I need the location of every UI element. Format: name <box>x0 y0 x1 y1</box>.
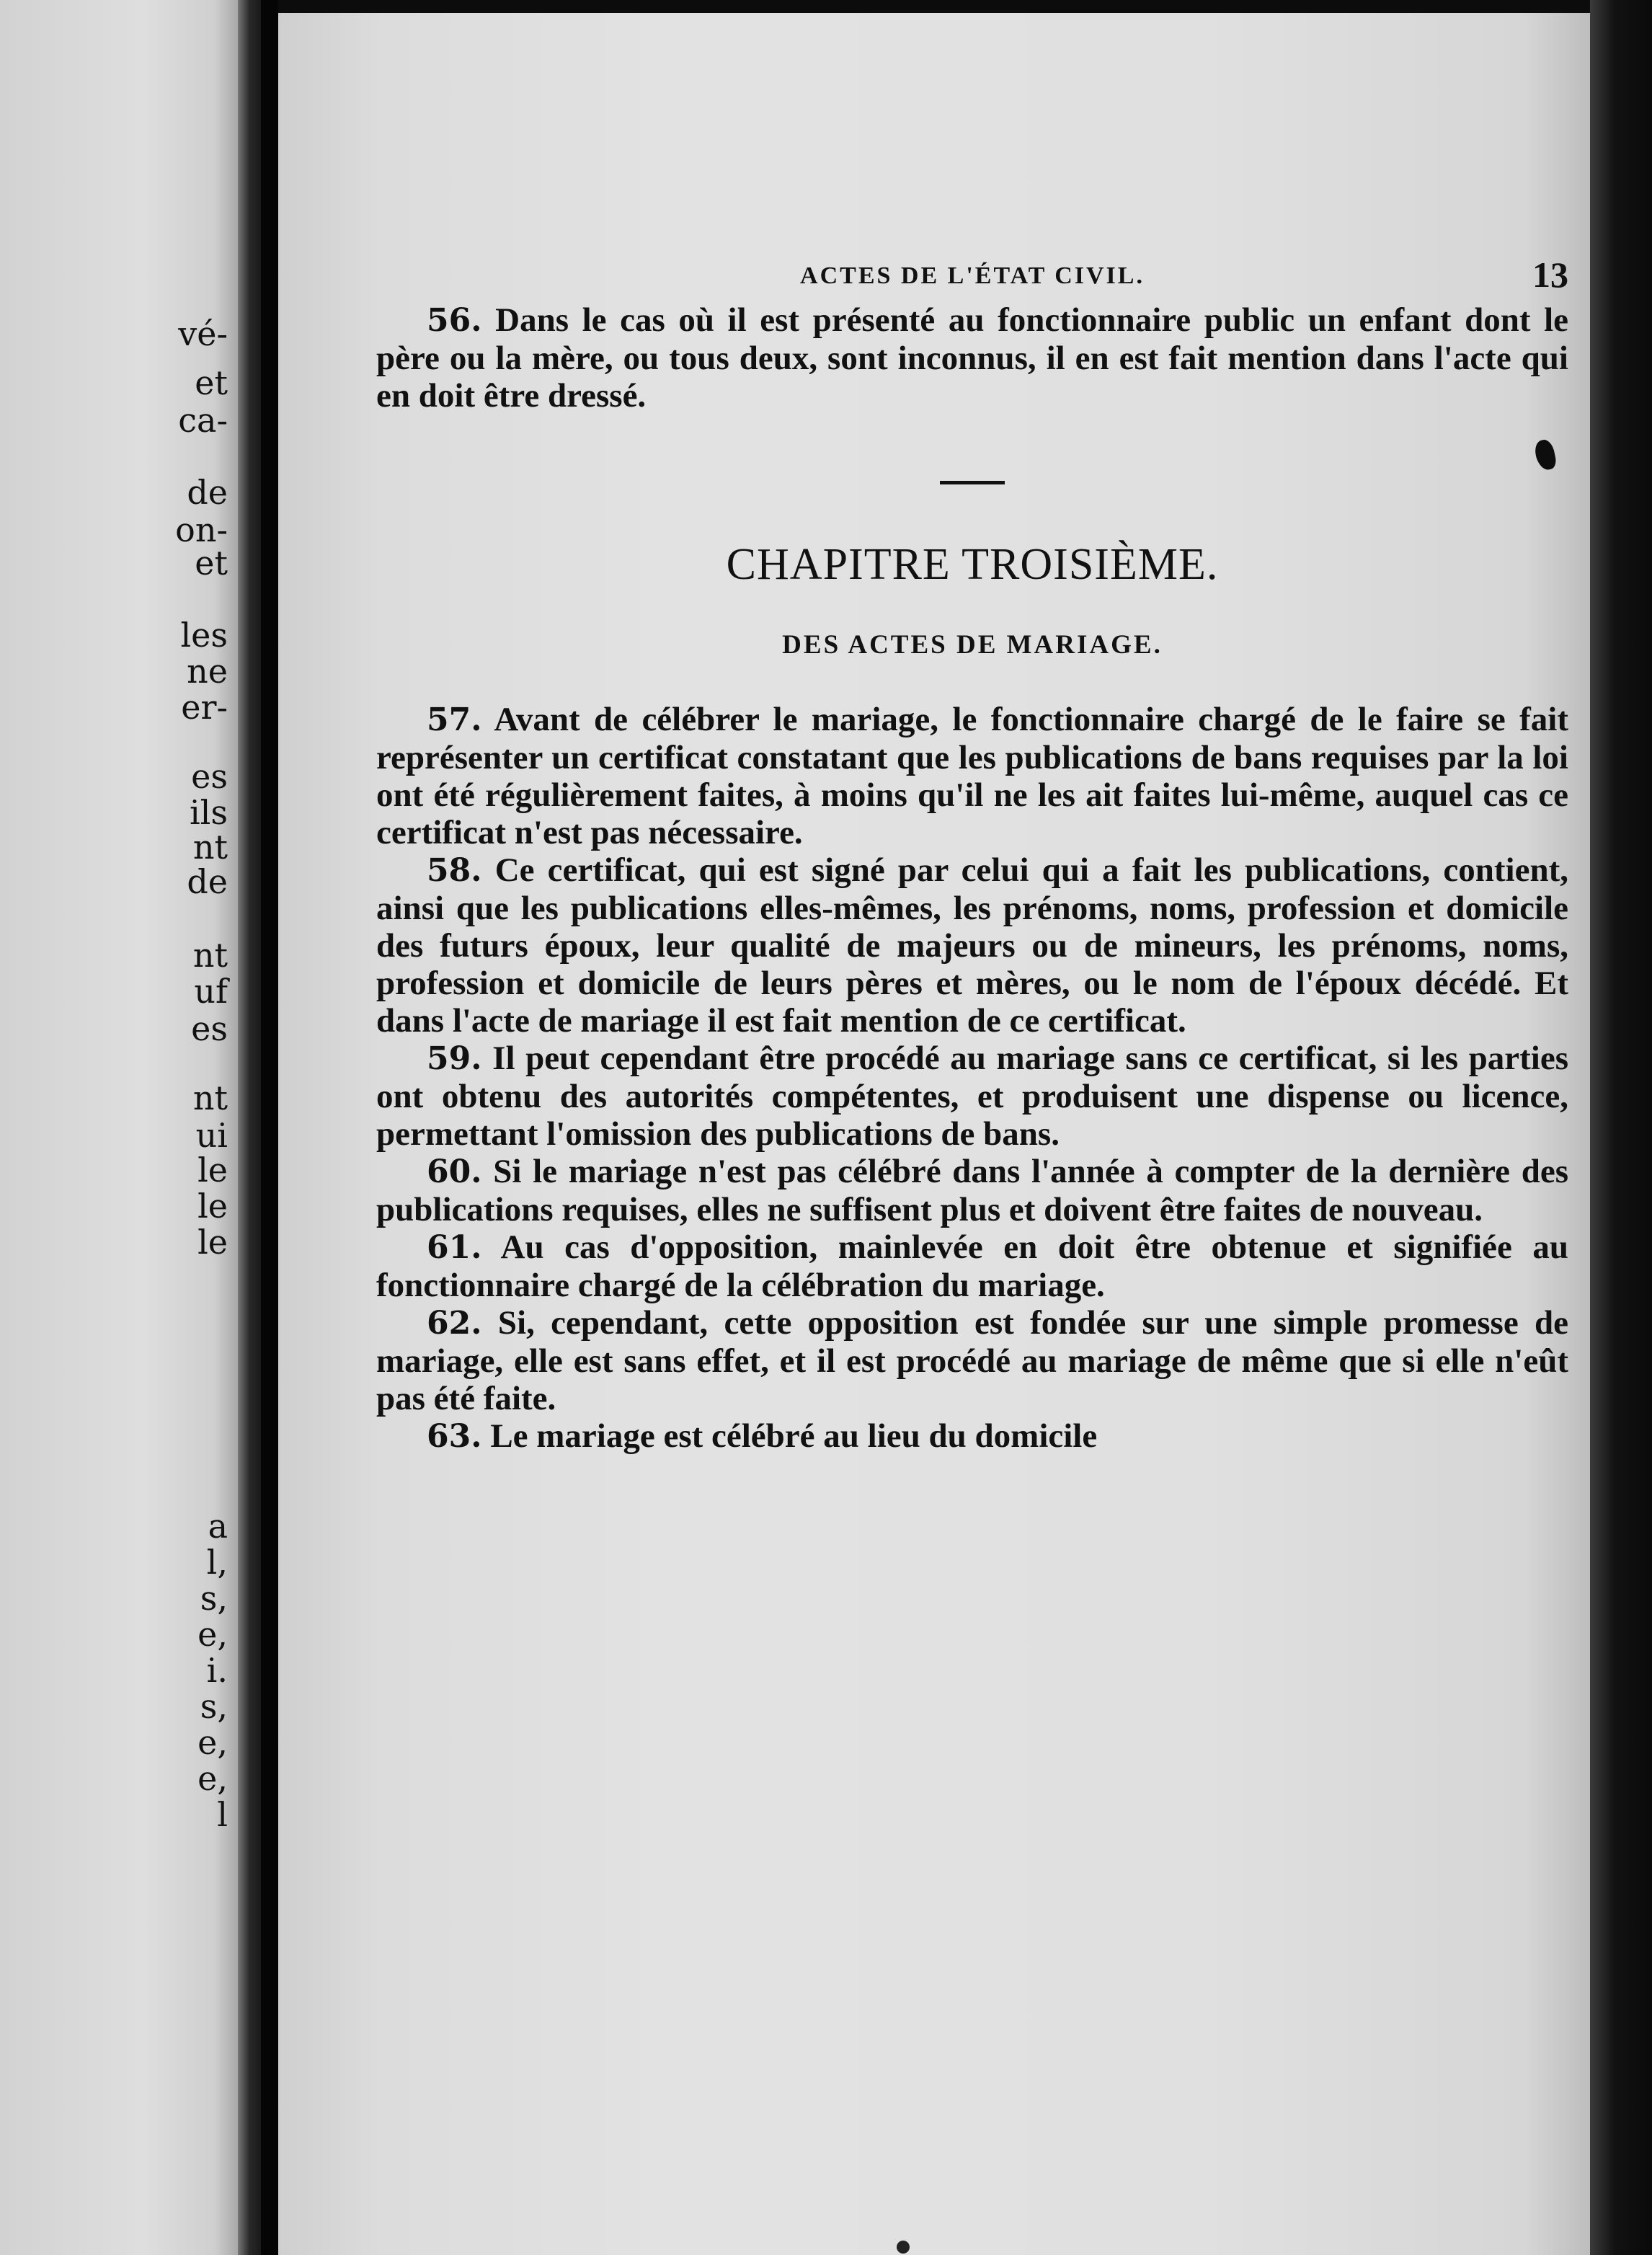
left-fragment: nt <box>192 828 228 867</box>
left-fragment: s, <box>200 1687 228 1726</box>
left-fragment: vé- <box>178 314 228 353</box>
left-page-text-fragments <box>163 0 228 2255</box>
article-number: 57. <box>427 701 482 738</box>
section-title: DES ACTES DE MARIAGE. <box>782 630 1163 660</box>
article-text: Le mariage est célébré au lieu du domicile <box>490 1417 1098 1455</box>
article-number: 58. <box>427 852 482 889</box>
article-number: 60. <box>427 1153 482 1190</box>
left-fragment: ils <box>189 793 228 832</box>
article-paragraph <box>376 1417 1568 1456</box>
article-number: 59. <box>427 1040 482 1077</box>
article-paragraph <box>376 701 1568 851</box>
page-number: 13 <box>1532 254 1568 295</box>
left-fragment: de <box>187 473 228 512</box>
left-fragment: i. <box>206 1651 228 1690</box>
running-title: ACTES DE L'ÉTAT CIVIL. <box>800 262 1145 289</box>
left-fragment: ne <box>187 652 228 691</box>
left-fragment: nt <box>192 936 228 975</box>
left-fragment: e, <box>197 1759 228 1798</box>
left-fragment: uf <box>194 972 228 1011</box>
left-fragment: e, <box>197 1615 228 1654</box>
left-fragment: er- <box>181 688 228 727</box>
left-fragment: de <box>187 862 228 901</box>
article-text: Ce certificat, qui est signé par celui qui a fait les publications, contient, ainsi que les publications elles-mêmes, les prénoms, noms, profession et domicile des futurs époux, leur qualité de majeurs ou de mineurs, les prénoms, noms, profession et domicile de leurs pères et mères, ou le nom de l'époux décédé. Et dans l'acte de mariage il est fait mention de ce certificat. <box>376 851 1569 1040</box>
chapter-title: CHAPITRE TROISIÈME. <box>726 540 1219 589</box>
article-paragraph <box>376 1153 1568 1228</box>
left-fragment: et <box>195 363 228 402</box>
page-text-block <box>376 244 1568 1456</box>
left-fragment: le <box>197 1187 228 1226</box>
article-number: 56. <box>427 302 482 339</box>
left-fragment: a <box>208 1507 228 1546</box>
article-list <box>376 701 1568 1456</box>
left-fragment: on- <box>175 510 228 549</box>
left-fragment: l, <box>206 1543 228 1582</box>
left-fragment: et <box>195 544 228 582</box>
left-fragment: l <box>217 1795 228 1834</box>
running-head <box>376 244 1568 301</box>
article-number: 63. <box>427 1418 482 1455</box>
article-paragraph <box>376 1304 1568 1417</box>
article-paragraph <box>376 851 1568 1040</box>
left-fragment: ui <box>195 1116 228 1155</box>
left-fragment: nt <box>192 1078 228 1117</box>
left-fragment: le <box>197 1151 228 1189</box>
article-number: 62. <box>427 1305 482 1342</box>
left-fragment: e, <box>197 1723 228 1762</box>
article-paragraph <box>376 301 1568 415</box>
left-fragment: s, <box>200 1579 228 1618</box>
article-paragraph <box>376 1228 1568 1304</box>
right-page-edge-shadow <box>1590 0 1652 2255</box>
article-text: Dans le cas où il est présenté au fonctionnaire public un enfant dont le père ou la mère, ou tous deux, sont inconnus, il en est fait mention dans l'acte qui en doit être dressé. <box>376 301 1568 415</box>
article-text: Au cas d'opposition, mainlevée en doit être obtenue et signifiée au fonctionnaire chargé de la célébration du mariage. <box>376 1228 1568 1304</box>
section-divider-rule <box>940 481 1005 484</box>
right-page <box>278 13 1590 2255</box>
article-text: Avant de célébrer le mariage, le fonctionnaire chargé de le faire se fait représenter un certificat constatant que les publications de bans requises par la loi ont été régulièrement faites, à moins qu'il ne les ait faites lui-même, auquel cas ce certificat n'est pas nécessaire. <box>376 701 1568 851</box>
left-fragment: le <box>197 1223 228 1262</box>
article-text: Si, cependant, cette opposition est fondée sur une simple promesse de mariage, elle est sans effet, et il est procédé au mariage de même que si elle n'eût pas été faite. <box>376 1304 1569 1417</box>
left-fragment: es <box>191 757 228 796</box>
article-paragraph <box>376 1040 1568 1153</box>
left-fragment: es <box>191 1009 228 1048</box>
left-fragment: les <box>180 616 228 655</box>
article-text: Il peut cependant être procédé au mariage sans ce certificat, si les parties ont obtenu des autorités compétentes, et produisent une dispense ou licence, permettant l'omission des publications de bans. <box>376 1040 1569 1153</box>
article-text: Si le mariage n'est pas célébré dans l'année à compter de la dernière des publications requises, elles ne suffisent plus et doivent être faites de nouveau. <box>376 1153 1569 1228</box>
article-number: 61. <box>427 1229 482 1266</box>
ink-speck <box>897 2241 910 2254</box>
book-binding <box>261 0 278 2255</box>
left-page-fragment <box>0 0 238 2255</box>
left-fragment: ca- <box>178 401 228 440</box>
